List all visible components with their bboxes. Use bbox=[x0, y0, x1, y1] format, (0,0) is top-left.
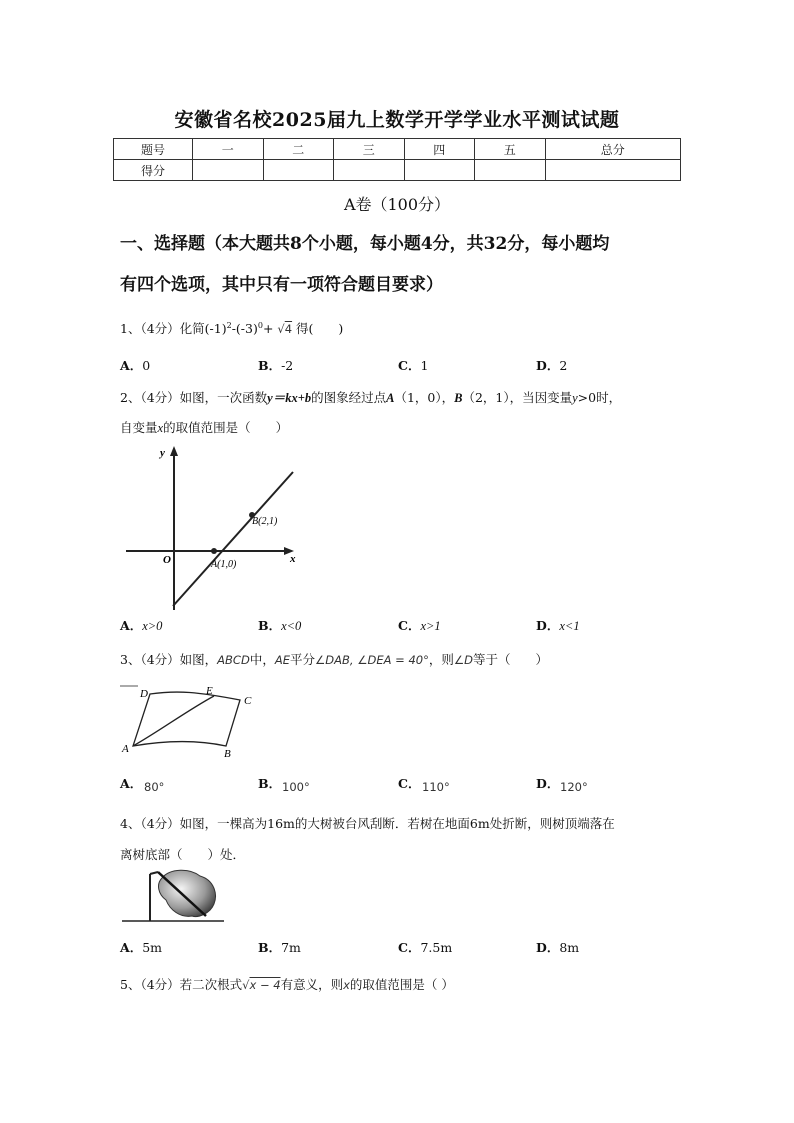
q1-plus: + bbox=[262, 321, 274, 336]
score-cell[interactable] bbox=[334, 160, 405, 181]
part1-heading-line2: 有四个选项，其中只有一项符合题目要求） bbox=[120, 275, 443, 295]
option-letter: A． bbox=[120, 618, 143, 633]
q3-option-d[interactable] bbox=[536, 774, 559, 792]
segment-ae bbox=[133, 696, 214, 746]
option-letter: B． bbox=[258, 358, 282, 373]
question-1 bbox=[120, 319, 343, 337]
table-cell: 三 bbox=[334, 139, 405, 160]
q2-option-d[interactable] bbox=[536, 616, 580, 634]
table-cell: 二 bbox=[263, 139, 334, 160]
q3-option-a[interactable] bbox=[120, 774, 142, 792]
q1-suffix: 得( ) bbox=[292, 321, 344, 336]
function-line bbox=[173, 472, 293, 606]
option-text: x>0 bbox=[142, 619, 163, 633]
y-axis-label: y bbox=[160, 447, 165, 459]
q5-var-x: x bbox=[343, 978, 350, 992]
vertex-a-label: A bbox=[122, 743, 129, 755]
vertex-b-label: B bbox=[224, 748, 231, 760]
score-cell[interactable] bbox=[193, 160, 264, 181]
part1-heading-line1: 一、选择题（本大题共8个小题，每小题4分，共32分，每小题均 bbox=[120, 234, 610, 254]
y-axis-arrow bbox=[170, 446, 178, 456]
q4-option-b[interactable] bbox=[258, 938, 301, 956]
q3-option-b[interactable] bbox=[258, 774, 281, 792]
q2-option-c[interactable] bbox=[398, 616, 441, 634]
option-text: 7m bbox=[281, 940, 301, 955]
q1-exp1: 2 bbox=[226, 320, 232, 330]
table-cell: 五 bbox=[475, 139, 546, 160]
q2-text: （2，1），当因变量 bbox=[462, 390, 573, 405]
question-4-line1: 4、（4分）如图，一棵高为16m的大树被台风刮断．若树在地面6m处折断，则树顶端落在 bbox=[120, 816, 615, 831]
option-letter: D． bbox=[536, 358, 560, 373]
sqrt-sign: √4 bbox=[277, 322, 293, 336]
q5-text: 有意义，则 bbox=[280, 977, 344, 992]
table-cell: 四 bbox=[404, 139, 475, 160]
table-cell: 得分 bbox=[114, 160, 193, 181]
option-text: 7.5m bbox=[420, 940, 453, 955]
question-2-line2 bbox=[120, 418, 288, 436]
option-text: x>1 bbox=[420, 619, 441, 633]
option-text: x<1 bbox=[559, 619, 580, 633]
option-letter: B． bbox=[258, 618, 282, 633]
q1-prefix: 1、（4分）化简(-1) bbox=[120, 321, 227, 336]
option-text: 2 bbox=[559, 358, 568, 373]
parallelogram bbox=[133, 692, 240, 746]
q3-option-a-value: 80° bbox=[144, 780, 165, 794]
point-a-label: A(1,0) bbox=[211, 559, 237, 570]
q5-radicand: x − 4 bbox=[249, 978, 281, 992]
option-letter: D． bbox=[536, 618, 560, 633]
tree-crown bbox=[159, 870, 216, 916]
option-letter: C． bbox=[398, 618, 421, 633]
q2-text: 自变量 bbox=[120, 420, 158, 435]
q1-radicand: 4 bbox=[284, 322, 293, 336]
q2-option-a[interactable] bbox=[120, 616, 162, 634]
broken-tree-figure bbox=[118, 866, 228, 928]
q3-text: 中， bbox=[249, 652, 275, 667]
option-text: 5m bbox=[142, 940, 163, 955]
question-5 bbox=[120, 975, 454, 993]
q2-function: y＝kx+b bbox=[267, 391, 312, 405]
option-letter: A． bbox=[120, 358, 143, 373]
origin-label: O bbox=[163, 554, 171, 566]
score-cell[interactable] bbox=[545, 160, 681, 181]
point-a bbox=[211, 548, 217, 554]
q2-text: 2、（4分）如图，一次函数 bbox=[120, 390, 268, 405]
q1-option-c[interactable] bbox=[398, 356, 428, 374]
option-text: -2 bbox=[281, 358, 294, 373]
q3-option-c-value: 110° bbox=[422, 780, 450, 794]
vertex-d-label: D bbox=[140, 688, 148, 700]
table-cell: 一 bbox=[193, 139, 264, 160]
table-cell: 题号 bbox=[114, 139, 193, 160]
q2-var-y: y bbox=[572, 391, 578, 405]
q3-text: 平分 bbox=[289, 652, 315, 667]
break-point bbox=[150, 872, 158, 874]
option-letter: C． bbox=[398, 358, 421, 373]
question-4-line2: 离树底部（ ）处． bbox=[120, 847, 246, 862]
q3-text: ，则 bbox=[428, 652, 454, 667]
q3-math-angle-d: ∠D bbox=[453, 653, 474, 667]
q3-option-b-value: 100° bbox=[282, 780, 310, 794]
score-table-score-row bbox=[114, 160, 681, 181]
q3-math-ae: AE bbox=[274, 653, 290, 667]
q1-option-b[interactable] bbox=[258, 356, 293, 374]
option-letter: C． bbox=[398, 776, 421, 791]
score-table-header-row bbox=[114, 139, 681, 160]
q3-text: 等于（ ） bbox=[473, 652, 549, 667]
parallelogram-figure bbox=[118, 682, 258, 762]
point-b-label: B(2,1) bbox=[252, 516, 278, 527]
section-a-heading: A卷（100分） bbox=[343, 195, 451, 214]
x-axis-label: x bbox=[290, 553, 296, 565]
q2-text: >0时， bbox=[577, 390, 622, 405]
q2-text: 的图象经过点 bbox=[311, 390, 387, 405]
option-letter: B． bbox=[258, 940, 282, 955]
q5-text: 5、（4分）若二次根式 bbox=[120, 977, 243, 992]
point-e-label: E bbox=[206, 685, 213, 697]
option-text: x<0 bbox=[281, 619, 302, 633]
option-letter: B． bbox=[258, 776, 282, 791]
q2-option-b[interactable] bbox=[258, 616, 301, 634]
option-letter: D． bbox=[536, 776, 560, 791]
q1-option-d[interactable] bbox=[536, 356, 567, 374]
question-2-line1 bbox=[120, 388, 621, 406]
page-title: 安徽省名校2025届九上数学开学学业水平测试试题 bbox=[174, 109, 620, 131]
q3-text: 3、（4分）如图， bbox=[120, 652, 218, 667]
q1-mid: -(-3) bbox=[231, 321, 258, 336]
question-3 bbox=[120, 650, 548, 668]
score-cell[interactable] bbox=[404, 160, 475, 181]
q4-option-a[interactable] bbox=[120, 938, 162, 956]
sqrt-sign: √x − 4 bbox=[242, 978, 281, 992]
linear-function-graph bbox=[118, 442, 308, 612]
option-letter: A． bbox=[120, 940, 143, 955]
option-text: 8m bbox=[559, 940, 580, 955]
score-cell[interactable] bbox=[263, 160, 334, 181]
score-cell[interactable] bbox=[475, 160, 546, 181]
q2-text: 的取值范围是（ ） bbox=[163, 420, 289, 435]
option-text: 0 bbox=[142, 358, 151, 373]
option-text: 1 bbox=[420, 358, 429, 373]
vertex-c-label: C bbox=[244, 695, 252, 707]
q3-math-abcd: ABCD bbox=[217, 653, 250, 667]
option-letter: C． bbox=[398, 940, 421, 955]
q1-exp2: 0 bbox=[257, 320, 263, 330]
q4-option-c[interactable] bbox=[398, 938, 452, 956]
q5-text: 的取值范围是（ ） bbox=[349, 977, 454, 992]
q4-option-d[interactable] bbox=[536, 938, 579, 956]
q3-math-angles: ∠DAB, ∠DEA = 40° bbox=[314, 653, 429, 667]
option-letter: D． bbox=[536, 940, 560, 955]
q2-var-x: x bbox=[157, 421, 164, 435]
q1-option-a[interactable] bbox=[120, 356, 150, 374]
score-table bbox=[113, 138, 681, 181]
table-cell: 总分 bbox=[545, 139, 681, 160]
q2-text: （1，0）， bbox=[394, 390, 455, 405]
q3-option-c[interactable] bbox=[398, 774, 420, 792]
q2-point-b: B bbox=[454, 391, 463, 405]
q3-option-d-value: 120° bbox=[560, 780, 588, 794]
q2-point-a: A bbox=[386, 391, 395, 405]
option-letter: A． bbox=[120, 776, 143, 791]
